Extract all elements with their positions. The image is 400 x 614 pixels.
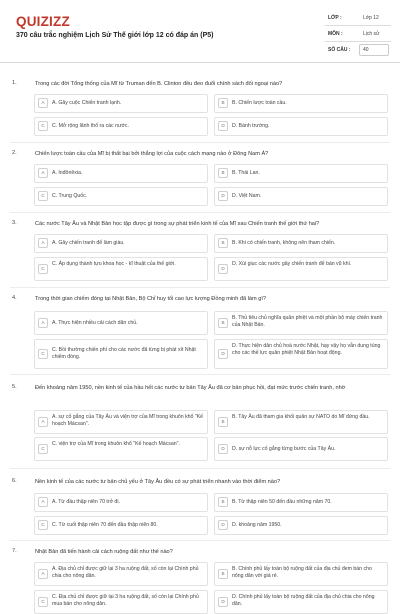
- option-letter: A: [38, 168, 48, 178]
- option-letter: A: [38, 569, 48, 579]
- option-text: C. Từ cuối thập niên 70 đến đầu thập niên 80.: [52, 522, 158, 528]
- meta-grade-key: LỚP :: [328, 15, 342, 21]
- divider: [10, 142, 390, 143]
- option-text: B. Từ thập niên 50 đến đầu những năm 70.: [232, 499, 332, 505]
- question-number: 5.: [12, 384, 17, 390]
- question-text: Trong thời gian chiếm đóng tại Nhật Bản, Bộ Chỉ huy tối cao lực lượng Đồng minh đã làm gì?: [35, 296, 267, 302]
- meta-grade-value: Lớp 12: [363, 15, 379, 21]
- option-a[interactable]: [34, 94, 208, 113]
- option-letter: C: [38, 520, 48, 530]
- option-a[interactable]: [34, 410, 208, 434]
- option-letter: A: [38, 497, 48, 507]
- quizizz-logo[interactable]: QUIZIZZ: [16, 14, 70, 29]
- option-text: A. Gây chiến tranh để làm giàu.: [52, 240, 125, 246]
- question-number: 3.: [12, 220, 17, 226]
- question-text: Các nước Tây Âu và Nhật Bản học tập được gì trong sự phát triển kinh tế của Mĩ sau Chiến tranh thế giới thứ hai?: [35, 221, 320, 227]
- option-text: D. Bành trướng.: [232, 123, 270, 129]
- option-text: B. Tây Âu đã tham gia khối quân sự NATO do Mĩ đứng đầu.: [232, 414, 370, 420]
- meta-count: [325, 42, 391, 57]
- option-letter: A: [38, 417, 48, 427]
- question-text: Nền kinh tế của các nước tư bản chủ yếu ở Tây Âu đều có sự phát triển nhanh vào thời điểm nào?: [35, 479, 281, 485]
- option-text: A. Inđônêxia.: [52, 170, 83, 176]
- option-a[interactable]: [34, 164, 208, 183]
- option-letter: C: [38, 597, 48, 607]
- question-number: 1.: [12, 80, 17, 86]
- meta-count-value: 40: [363, 47, 369, 53]
- option-a[interactable]: [34, 311, 208, 335]
- option-letter: C: [38, 264, 48, 274]
- option-letter: B: [218, 98, 228, 108]
- option-letter: C: [38, 191, 48, 201]
- option-text: D. sự nỗ lực cố gắng từng bước của Tây Âu.: [232, 446, 336, 452]
- option-text: A. Từ đầu thập niên 70 trở đi.: [52, 499, 120, 505]
- option-text: D. Việt Nam.: [232, 193, 262, 199]
- option-letter: D: [218, 264, 228, 274]
- option-b[interactable]: [214, 493, 388, 512]
- divider: [10, 540, 390, 541]
- option-c[interactable]: [34, 257, 208, 281]
- option-d[interactable]: [214, 590, 388, 614]
- option-c[interactable]: [34, 117, 208, 136]
- option-text: D. Chính phủ lấy toàn bộ ruộng đất của địa chủ chia cho nông dân.: [232, 594, 375, 607]
- option-b[interactable]: [214, 94, 388, 113]
- option-b[interactable]: [214, 234, 388, 253]
- divider: [10, 212, 390, 213]
- option-text: B. Thái Lan.: [232, 170, 260, 176]
- question-text: Đến khoảng năm 1950, nền kinh tế của hầu hết các nước tư bản Tây Âu đã cơ bản phục hồi, đạt mức trước chiến tranh, nhờ: [35, 385, 346, 391]
- option-letter: B: [218, 168, 228, 178]
- meta-panel: [325, 10, 391, 57]
- option-letter: A: [38, 318, 48, 328]
- question-number: 2.: [12, 150, 17, 156]
- option-d[interactable]: [214, 516, 388, 535]
- option-text: C. Địa chủ chỉ được giữ lại 3 ha ruộng đất, số còn lại Chính phủ mua bán cho nông dân.: [52, 594, 199, 607]
- page-title: 370 câu trắc nghiệm Lịch Sử Thế giới lớp 12 có đáp án (P5): [16, 32, 214, 39]
- divider: [10, 287, 390, 288]
- option-text: B. Thủ tiêu chủ nghĩa quân phiệt và một phần bộ máy chiến tranh của Nhật Bản.: [232, 315, 383, 328]
- option-text: D. Thực hiện dân chủ hoá nước Nhật, hạy vậy họ vẫn dung túng cho các thế lực quân phiệt Nhật Bản hoạt động.: [232, 343, 381, 356]
- question-text: Nhật Bản đã tiến hành cải cách ruộng đất như thế nào?: [35, 549, 173, 555]
- option-text: A. Địa chủ chỉ được giữ lại 3 ha ruộng đất, số còn lại Chính phủ chia cho nông dân.: [52, 566, 199, 579]
- option-text: D. Xúi giục các nước gây chiến tranh để bán vũ khí.: [232, 261, 352, 267]
- option-c[interactable]: [34, 590, 208, 614]
- option-letter: C: [38, 121, 48, 131]
- option-letter: D: [218, 597, 228, 607]
- option-d[interactable]: [214, 187, 388, 206]
- option-letter: D: [218, 520, 228, 530]
- option-letter: D: [218, 444, 228, 454]
- option-text: B. Chính phủ lấy toàn bộ ruộng đất của địa chủ đem bán cho nông dân với giá rẻ.: [232, 566, 372, 579]
- divider: [10, 374, 390, 375]
- option-text: C. viện trợ của Mĩ trong khuôn khổ "Kế hoạch Mácsan".: [52, 441, 180, 447]
- option-text: C. Mở rộng lãnh thổ ra các nước.: [52, 123, 129, 129]
- option-c[interactable]: [34, 437, 208, 461]
- option-c[interactable]: [34, 516, 208, 535]
- option-d[interactable]: [214, 339, 388, 369]
- option-text: C. Áp dụng thành tựu khoa học - kĩ thuật của thế giới.: [52, 261, 176, 267]
- option-d[interactable]: [214, 437, 388, 461]
- question-text: Chiến lược toàn cầu của Mĩ bị thất bại bởi thắng lợi của cuộc cách mạng nào ở Đông Nam Á?: [35, 151, 269, 157]
- option-b[interactable]: [214, 562, 388, 586]
- option-text: B. Khi có chiến tranh, không nên tham chiến.: [232, 240, 336, 246]
- option-letter: D: [218, 121, 228, 131]
- option-b[interactable]: [214, 164, 388, 183]
- option-a[interactable]: [34, 493, 208, 512]
- meta-subject-value: Lịch sử: [363, 31, 380, 37]
- option-letter: D: [218, 191, 228, 201]
- option-letter: A: [38, 238, 48, 248]
- question-number: 4.: [12, 295, 17, 301]
- option-text: C. Trung Quốc.: [52, 193, 88, 199]
- meta-subject: [325, 26, 391, 42]
- option-letter: B: [218, 497, 228, 507]
- option-letter: C: [38, 444, 48, 454]
- option-letter: A: [38, 98, 48, 108]
- option-c[interactable]: [34, 339, 208, 369]
- option-letter: B: [218, 318, 228, 328]
- option-text: A. sự cố gắng của Tây Âu và viện trợ của Mĩ trong khuôn khổ "Kế hoạch Mácsan".: [52, 414, 204, 427]
- option-text: A. Thực hiện nhiều cải cách dân chủ.: [52, 320, 138, 326]
- option-letter: D: [218, 349, 228, 359]
- meta-count-key: SỐ CÂU :: [328, 47, 351, 53]
- option-letter: B: [218, 417, 228, 427]
- option-letter: B: [218, 238, 228, 248]
- option-d[interactable]: [214, 257, 388, 281]
- option-b[interactable]: [214, 311, 388, 335]
- meta-subject-key: MÔN :: [328, 31, 343, 37]
- option-text: B. Chiến lược toàn cầu.: [232, 100, 287, 106]
- question-number: 6.: [12, 478, 17, 484]
- option-text: C. Bồi thường chiến phí cho các nước đã từng bị phát xít Nhật chiếm đóng.: [52, 347, 196, 360]
- option-text: D. khoảng năm 1950.: [232, 522, 282, 528]
- header: [0, 0, 400, 63]
- option-letter: B: [218, 569, 228, 579]
- option-text: A. Gây cuộc Chiến tranh lạnh.: [52, 100, 122, 106]
- option-d[interactable]: [214, 117, 388, 136]
- divider: [10, 468, 390, 469]
- question-text: Trong các đời Tổng thống của Mĩ từ Truman đến B. Clinton đều đeo đuổi chính sách đối ngoại nào?: [35, 81, 283, 87]
- option-a[interactable]: [34, 562, 208, 586]
- option-a[interactable]: [34, 234, 208, 253]
- option-c[interactable]: [34, 187, 208, 206]
- option-letter: C: [38, 349, 48, 359]
- meta-grade: [325, 10, 391, 26]
- question-number: 7.: [12, 548, 17, 554]
- option-b[interactable]: [214, 410, 388, 434]
